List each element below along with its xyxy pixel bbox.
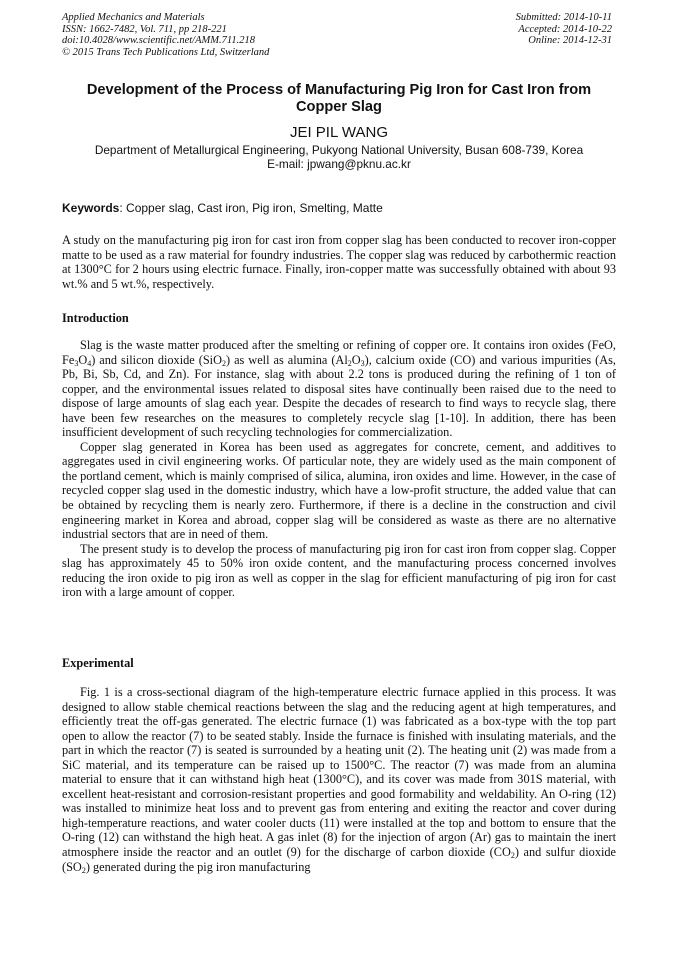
journal-issn: ISSN: 1662-7482, Vol. 711, pp 218-221 <box>62 23 227 35</box>
intro-paragraph-3: The present study is to develop the process of manufacturing pig iron for cast iron from copper slag. Copper slag has approximately 45 to 50% iron oxide content, and the manufacturing process concerned involves reducing the iron oxide to pig iron as well as copper in the slag for efficient manufacturing of pig iron for cast iron with a large amount of copper. <box>62 541 616 600</box>
journal-doi: doi:10.4028/www.scientific.net/AMM.711.218 <box>62 35 255 47</box>
keywords-label: Keywords <box>62 201 120 215</box>
intro-paragraph-1: Slag is the waste matter produced after the smelting or refining of copper ore. It contains iron oxides (FeO, $Fe_3O_4$) and silicon dioxide (SiO$_2$) as well as alumina $(Al_2O_3)$, calcium oxide (CO) and various impurities (As, Pb, Bi, Sb, Cd, and Zn). For instance, slag with about 2.2 tons is produced during the refining of 1 ton of copper, and the environmental issues related to disposal sites have continually been raised due to the need to dispose of large amounts of slag each year. Despite the decades of research to find ways to recycle slag, there have been few researches on the measures to completely recycle slag [1-10]. In addition, there has been insufficient development of such recycling technologies for commercialization. <box>62 338 616 440</box>
introduction-body <box>62 338 616 600</box>
section-heading-experimental: Experimental <box>62 656 134 670</box>
experimental-body <box>62 685 616 874</box>
intro-paragraph-2: Copper slag generated in Korea has been used as aggregates for concrete, cement, and additives to aggregates used in civil engineering works. Of particular note, they are widely used as the main component of the portland cement, which is mainly comprised of silica, alumina, iron oxides and lime. However, in the case of recycled copper slag used in the domestic industry, which have a low-profit structure, the added value that can be obtained by recycling them is nearly zero. Furthermore, if there is a decline in the construction and civil engineering market in Korea and abroad, copper slag will be considered as waste as there are no alternative industrial sectors that are in need of them. <box>62 439 616 542</box>
date-submitted: Submitted: 2014-10-11 <box>515 12 612 23</box>
date-accepted: Accepted: 2014-10-22 <box>518 23 612 35</box>
author-affiliation: Department of Metallurgical Engineering, Pukyong National University, Busan 608-739, Korea <box>94 143 584 157</box>
author-name: JEI PIL WANG <box>289 124 389 141</box>
experimental-paragraph-1: Fig. 1 is a cross-sectional diagram of the high-temperature electric furnace applied in this process. It was designed to allow stable chemical reactions between the slag and the reducing agent at high temperatures, and efficiently treat the off-gas generated. The electric furnace (1) was fabricated as a box-type with the top part open to allow the reactor (7) to be seated stably. Inside the furnace is finished with insulating materials, and the part in which the reactor (7) is seated is surrounded by a heating unit (2). The heating unit (2) was made from a SiC material, and its temperature can be raised up to 1500°C. The reactor (7) was made from an alumina material to ensure that it can withstand high heat (1300°C), and its cover was made from 301S material, with excellent heat-resistant and corrosion-resistant properties and good formability and weldability. An O-ring (12) was installed to minimize heat loss and to prevent gas from entering and exiting the reactor and cover during high-temperature reactions, and water cooler ducts (11) were installed at the top and bottom to ensure that the O-ring (12) can withstand the high heat. A gas inlet (8) for the injection of argon (Ar) gas to maintain the inert atmosphere inside the reactor and an outlet (9) for the discharge of carbon dioxide $(CO_2)$ and sulfur dioxide $(SO_2)$ generated during the pig iron manufacturing <box>62 685 616 875</box>
date-online: Online: 2014-12-31 <box>528 35 612 47</box>
journal-header-left <box>62 12 269 58</box>
keywords-list: : Copper slag, Cast iron, Pig iron, Smelting, Matte <box>119 201 383 215</box>
journal-name: Applied Mechanics and Materials <box>62 12 205 23</box>
abstract: A study on the manufacturing pig iron for cast iron from copper slag has been conducted to recover iron-copper matte to be used as a raw material for foundry industries. The copper slag was reduced by carbothermic reaction at 1300°C for 2 hours using electric furnace. Finally, iron-copper matte was successfully obtained with about 93 wt.% and 5 wt.%, respectively. <box>62 233 616 291</box>
keywords <box>62 201 616 215</box>
author-email: E-mail: jpwang@pknu.ac.kr <box>267 157 411 171</box>
section-heading-introduction: Introduction <box>62 311 129 325</box>
paper-title: Development of the Process of Manufacturing Pig Iron for Cast Iron from Copper Slag <box>86 82 592 115</box>
journal-header-right <box>516 12 612 47</box>
journal-copyright: © 2015 Trans Tech Publications Ltd, Switzerland <box>62 46 270 58</box>
